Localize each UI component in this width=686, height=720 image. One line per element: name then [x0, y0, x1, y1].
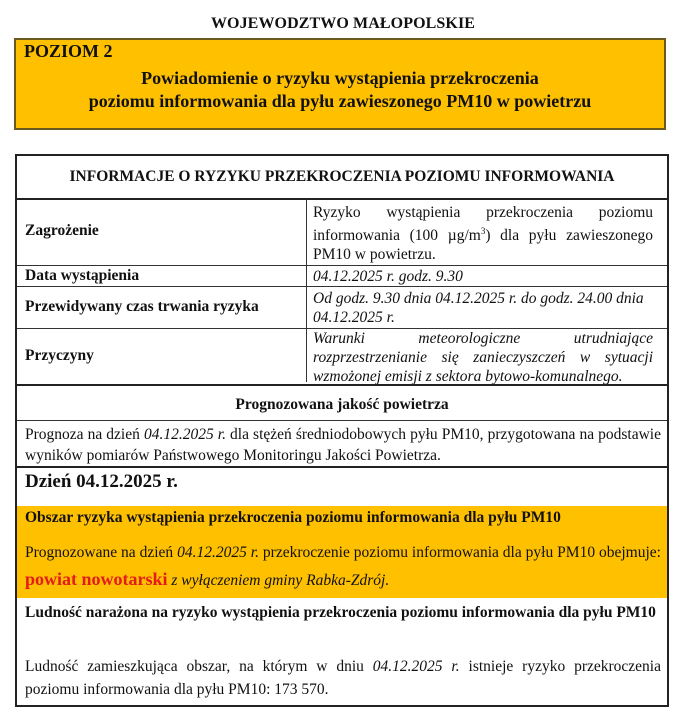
row-causes — [17, 329, 667, 384]
forecast-date: 04.12.2025 r. — [143, 426, 226, 443]
day-title: Dzień 04.12.2025 r. — [25, 471, 178, 492]
threat-text: Ryzyko wystąpienia przekroczenia poziomu informowania (100 µg/m — [313, 204, 653, 245]
row-value: 04.12.2025 r. godz. 9.30 — [313, 268, 463, 285]
superscript: 3 — [480, 226, 486, 236]
risk-area-text — [25, 540, 661, 594]
alert-level-banner — [14, 38, 666, 130]
affected-county: powiat nowotarski — [25, 569, 168, 589]
population-text-b: istnieje ryzyko przekroczenia poziomu informowania dla pyłu PM10: 173 570. — [25, 658, 661, 698]
risk-area-title: Obszar ryzyka wystąpienia przekroczenia poziomu informowania dla pyłu PM10 — [25, 509, 561, 526]
forecast-title: Prognozowana jakość powietrza — [17, 384, 667, 421]
threat-text-end: ) dla pyłu zawieszonego PM10 w powietrzu. — [313, 227, 653, 264]
row-value — [313, 203, 653, 264]
forecast-text — [25, 424, 661, 466]
forecast-text-a: Prognoza na dzień — [25, 426, 144, 443]
alert-heading-line-1: Powiadomienie o ryzyku wystąpienia przekroczenia — [141, 68, 539, 88]
row-value: Od godz. 9.30 dnia 04.12.2025 r. do godz. 24.00 dnia 04.12.2025 r. — [313, 290, 644, 326]
area-text-b: przekroczenie poziomu informowania dla pyłu PM10 obejmuje: — [258, 544, 661, 561]
population-date: 04.12.2025 r. — [372, 658, 460, 675]
row-duration — [17, 287, 667, 329]
population-title: Ludność narażona na ryzyko wystąpienia przekroczenia poziomu informowania dla pyłu PM10 — [25, 604, 656, 621]
population-text-a: Ludność zamieszkująca obszar, na którym w dniu — [25, 658, 373, 675]
info-table — [15, 154, 669, 707]
alert-heading — [16, 67, 664, 113]
row-threat — [17, 199, 667, 266]
row-date — [17, 266, 667, 287]
row-value: Warunki meteorologiczne utrudniające rozprzestrzenianie się zanieczyszczeń w sytuacji wzmożonej emisji z sektora bytowo-komunalnego. — [313, 330, 653, 385]
area-date: 04.12.2025 r. — [177, 544, 259, 561]
row-label: Przyczyny — [25, 347, 94, 364]
risk-area-section — [17, 506, 667, 598]
alert-level-label: POZIOM 2 — [24, 41, 113, 61]
row-label: Przewidywany czas trwania ryzyka — [25, 298, 259, 315]
population-text — [25, 655, 661, 701]
forecast-text-b: dla stężeń średniodobowych pyłu PM10, przygotowana na podstawie wyników pomiarów Państwowego Monitoringu Jakości Powietrza. — [25, 426, 661, 464]
day-header — [17, 466, 667, 508]
row-label: Zagrożenie — [25, 222, 99, 239]
row-label: Data wystąpienia — [25, 267, 140, 284]
region-title: WOJEWODZTWO MAŁOPOLSKIE — [210, 15, 476, 32]
area-exclusion: z wyłączeniem gminy Rabka-Zdrój. — [167, 572, 390, 589]
info-table-title: INFORMACJE O RYZYKU PRZEKROCZENIA POZIOMU INFORMOWANIA — [17, 156, 667, 200]
area-text-a: Prognozowane na dzień — [25, 544, 178, 561]
alert-heading-line-2: poziomu informowania dla pyłu zawieszonego PM10 w powietrzu — [88, 91, 592, 111]
